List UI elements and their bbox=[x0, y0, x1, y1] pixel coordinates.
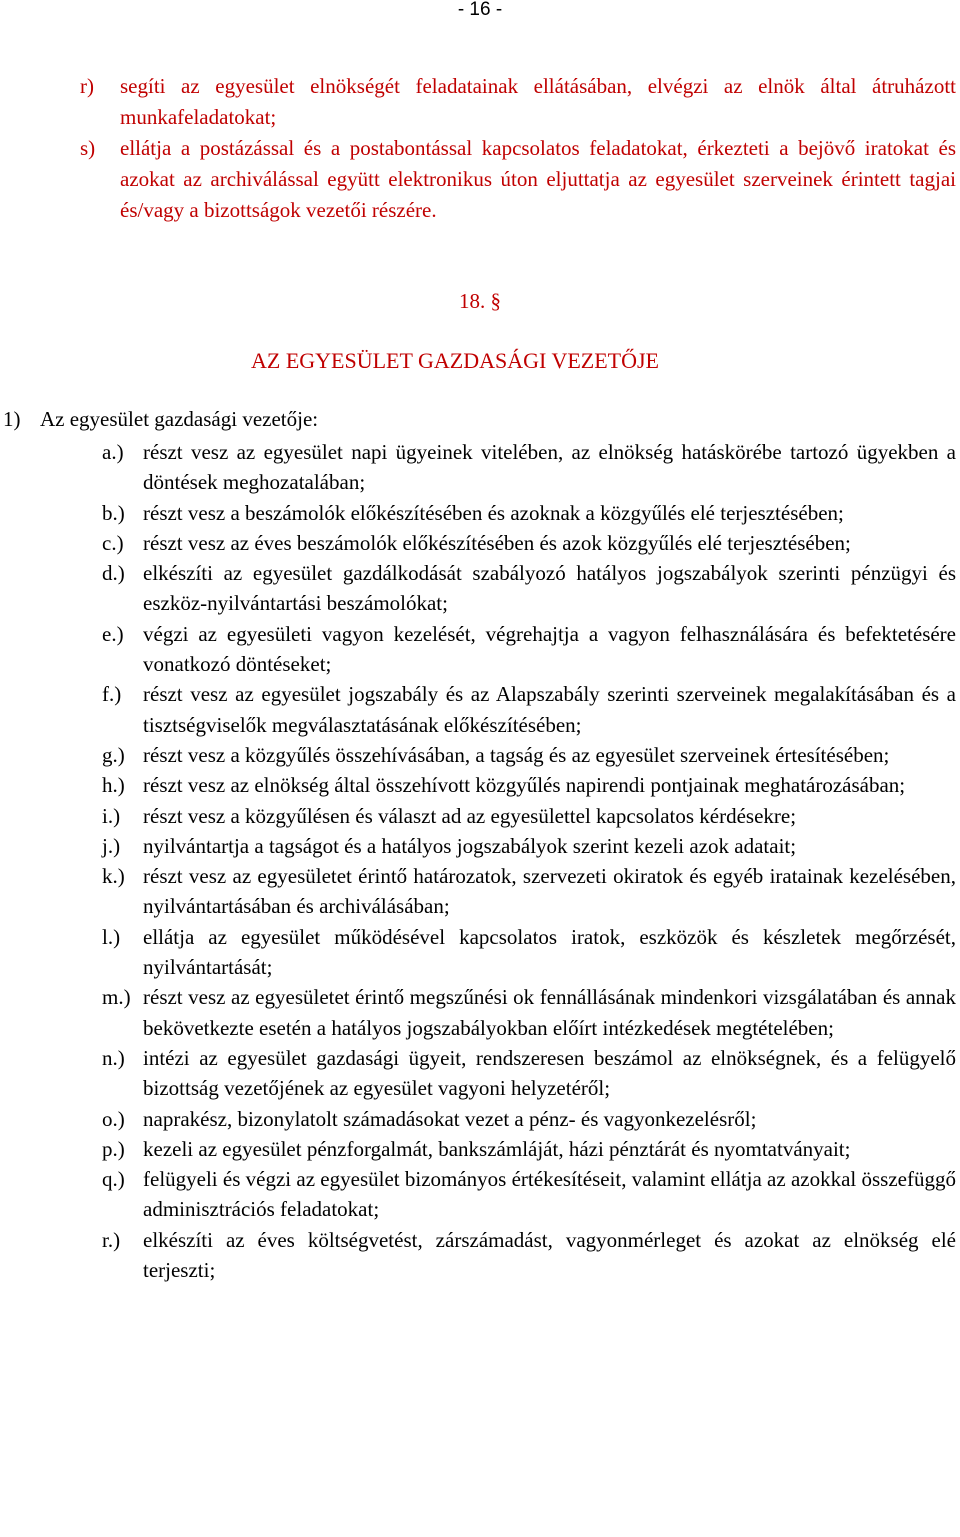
list-item-text: részt vesz a beszámolók előkészítésében és azoknak a közgyűlés elé terjesztésében; bbox=[143, 500, 844, 525]
intro-number: 1) bbox=[3, 407, 21, 431]
list-marker: r.) bbox=[102, 1227, 121, 1252]
list-marker: r) bbox=[80, 74, 94, 98]
list-item bbox=[102, 619, 956, 680]
list-marker: p.) bbox=[102, 1136, 125, 1161]
list-item bbox=[102, 1043, 956, 1104]
list-item bbox=[102, 982, 956, 1043]
list-item-text: naprakész, bizonylatolt számadásokat vezet a pénz- és vagyonkezelésről; bbox=[143, 1106, 757, 1131]
list-marker: b.) bbox=[102, 500, 125, 525]
list-item bbox=[102, 437, 956, 498]
list-marker: f.) bbox=[102, 682, 122, 707]
list-item-text: részt vesz az éves beszámolók előkészítésében és azok közgyűlés elé terjesztésében; bbox=[143, 530, 851, 555]
page-number: - 16 - bbox=[457, 0, 503, 20]
list-item bbox=[102, 528, 956, 558]
list-marker: j.) bbox=[102, 833, 121, 858]
list-item-text: részt vesz a közgyűlés összehívásában, a tagság és az egyesület szerveinek értesítésében; bbox=[143, 742, 890, 767]
list-item-text: felügyeli és végzi az egyesület bizományos értékesítéseit, valamint ellátja az azokkal összefüggő adminisztrációs feladatokat; bbox=[143, 1167, 956, 1222]
list-marker: o.) bbox=[102, 1106, 125, 1131]
list-item bbox=[102, 922, 956, 983]
intro-line bbox=[3, 404, 318, 435]
list-item-text: elkészíti az egyesület gazdálkodását szabályozó hatályos jogszabályok szerinti pénzügyi és eszköz-nyilvántartási beszámolókat; bbox=[143, 561, 956, 616]
list-item bbox=[102, 1104, 956, 1134]
list-item-text: ellátja az egyesület működésével kapcsolatos iratok, eszközök és készletek megőrzését, nyilvántartását; bbox=[143, 924, 956, 980]
list-item-text: részt vesz az egyesületet érintő határozatok, szervezeti okiratok és egyéb iratainak kezelésében, nyilvántartásában és archiválásában; bbox=[143, 864, 956, 919]
list-marker: m.) bbox=[102, 985, 131, 1010]
list-marker: l.) bbox=[102, 924, 121, 949]
list-item bbox=[102, 679, 956, 740]
sub-item-list bbox=[102, 437, 956, 1285]
list-item-text: részt vesz az elnökség által összehívott közgyűlés napirendi pontjainak meghatározásában; bbox=[143, 773, 906, 798]
list-marker: g.) bbox=[102, 742, 125, 767]
list-item-text: segíti az egyesület elnökségét feladatainak ellátásában, elvégzi az elnök által átruházott munkafeladatokat; bbox=[120, 74, 956, 129]
list-item bbox=[102, 831, 956, 861]
list-item-text: kezeli az egyesület pénzforgalmát, bankszámláját, házi pénztárát és nyomtatványait; bbox=[143, 1136, 851, 1161]
list-item bbox=[102, 801, 956, 831]
section-title: AZ EGYESÜLET GAZDASÁGI VEZETŐJE bbox=[251, 348, 659, 373]
list-marker: a.) bbox=[102, 440, 124, 464]
top-item-list bbox=[80, 71, 956, 226]
list-marker: q.) bbox=[102, 1167, 125, 1192]
list-item-text: részt vesz az egyesület napi ügyeinek vitelében, az elnökség hatáskörébe tartozó ügyekben a döntések meghozatalában; bbox=[143, 440, 956, 495]
list-item-text: nyilvántartja a tagságot és a hatályos jogszabályok szerint kezeli azok adatait; bbox=[143, 833, 797, 858]
list-item-text: intézi az egyesület gazdasági ügyeit, rendszeresen beszámol az elnökségnek, és a felügyelő bizottság vezetőjének az egyesület vagyoni helyzetéről; bbox=[143, 1045, 956, 1101]
section-number: 18. § bbox=[459, 289, 501, 313]
list-marker: e.) bbox=[102, 621, 124, 646]
list-marker: c.) bbox=[102, 530, 124, 555]
list-item bbox=[102, 861, 956, 922]
list-item bbox=[102, 558, 956, 619]
list-item bbox=[80, 133, 956, 226]
list-item bbox=[80, 71, 956, 133]
list-marker: i.) bbox=[102, 803, 121, 828]
list-item-text: elkészíti az éves költségvetést, zárszámadást, vagyonmérleget és azokat az elnökség elé terjeszti; bbox=[143, 1227, 956, 1283]
list-item-text: részt vesz az egyesület jogszabály és az Alapszabály szerinti szerveinek megalakításában és a tisztségviselők megválasztatásának előkészítésében; bbox=[143, 682, 956, 737]
list-item bbox=[102, 740, 956, 770]
list-item bbox=[102, 1164, 956, 1225]
list-item bbox=[102, 498, 956, 528]
list-item bbox=[102, 770, 956, 800]
list-item-text: részt vesz a közgyűlésen és választ ad az egyesülettel kapcsolatos kérdésekre; bbox=[143, 803, 797, 828]
list-item-text: ellátja a postázással és a postabontással kapcsolatos feladatokat, érkezteti a bejövő iratokat és azokat az archiválással együtt elektronikus úton eljuttatja az egyesület szerveinek érintett tagjai és/vagy a bizottságok vezetői részére. bbox=[120, 136, 956, 222]
intro-text: Az egyesület gazdasági vezetője: bbox=[40, 407, 319, 431]
list-marker: d.) bbox=[102, 561, 125, 586]
list-item-text: végzi az egyesületi vagyon kezelését, végrehajtja a vagyon felhasználására és befektetésére vonatkozó döntéseket; bbox=[143, 621, 956, 677]
list-item bbox=[102, 1134, 956, 1164]
list-item bbox=[102, 1225, 956, 1286]
list-marker: k.) bbox=[102, 864, 125, 889]
list-marker: s) bbox=[80, 136, 96, 160]
list-item-text: részt vesz az egyesületet érintő megszűnési ok fennállásának mindenkori vizsgálatában és annak bekövetkezte esetén a hatályos jogszabályokban előírt intézkedések megtételében; bbox=[143, 985, 956, 1040]
list-marker: h.) bbox=[102, 773, 125, 798]
list-marker: n.) bbox=[102, 1045, 125, 1070]
